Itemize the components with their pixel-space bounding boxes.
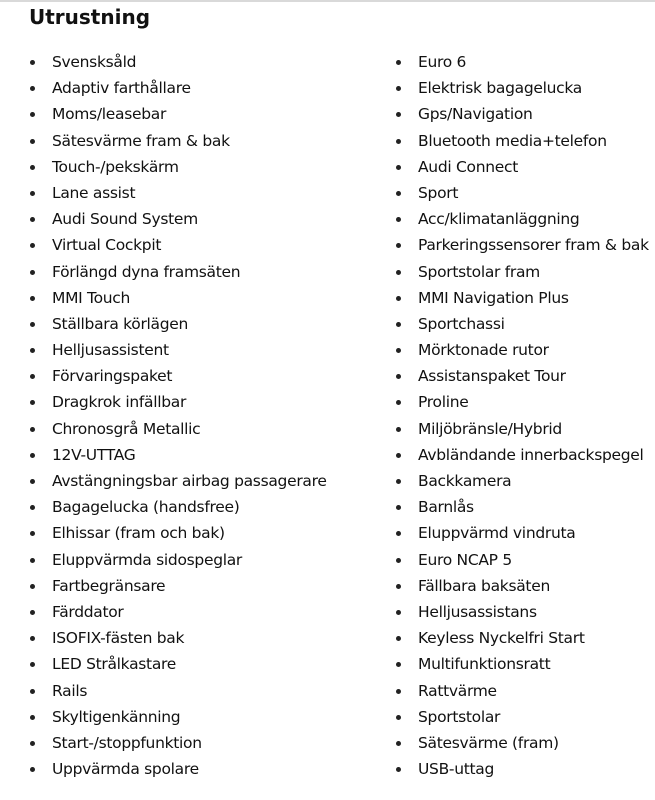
equipment-item (29, 547, 359, 573)
equipment-item (395, 573, 655, 599)
equipment-item (29, 337, 359, 363)
equipment-item-label: Sport (418, 183, 459, 202)
bullet-icon (396, 584, 401, 589)
bullet-icon (396, 558, 401, 563)
bullet-icon (30, 348, 35, 353)
equipment-item (395, 651, 655, 677)
top-divider (0, 0, 655, 2)
bullet-icon (30, 243, 35, 248)
equipment-item (395, 520, 655, 546)
equipment-item (29, 651, 359, 677)
equipment-item-label: Eluppvärmd vindruta (418, 524, 576, 543)
equipment-item-label: 12V-UTTAG (52, 445, 136, 464)
bullet-icon (396, 505, 401, 510)
equipment-item-label: Bluetooth media+telefon (418, 131, 607, 150)
equipment-item-label: Sätesvärme fram & bak (52, 131, 230, 150)
equipment-item (29, 311, 359, 337)
bullet-icon (30, 400, 35, 405)
bullet-icon (396, 610, 401, 615)
bullet-icon (30, 558, 35, 563)
equipment-item-label: Chronosgrå Metallic (52, 419, 201, 438)
equipment-item-label: LED Strålkastare (52, 655, 177, 674)
bullet-icon (30, 427, 35, 432)
equipment-item (395, 416, 655, 442)
equipment-item-label: Keyless Nyckelfri Start (418, 629, 585, 648)
bullet-icon (396, 374, 401, 379)
equipment-item (395, 730, 655, 756)
equipment-item-label: Dragkrok infällbar (52, 393, 187, 412)
bullet-icon (396, 112, 401, 117)
equipment-item (29, 180, 359, 206)
bullet-icon (30, 741, 35, 746)
bullet-icon (30, 505, 35, 510)
bullet-icon (396, 217, 401, 222)
equipment-item (395, 625, 655, 651)
equipment-item-label: Fartbegränsare (52, 576, 166, 595)
bullet-icon (30, 636, 35, 641)
bullet-icon (396, 348, 401, 353)
bullet-icon (30, 86, 35, 91)
equipment-item (29, 75, 359, 101)
bullet-icon (30, 610, 35, 615)
bullet-icon (396, 531, 401, 536)
equipment-item-label: Bagagelucka (handsfree) (52, 498, 240, 517)
bullet-icon (396, 636, 401, 641)
equipment-item-label: Acc/klimatanläggning (418, 210, 580, 229)
equipment-item-label: Elektrisk bagagelucka (418, 79, 582, 98)
equipment-item-label: Mörktonade rutor (418, 341, 549, 360)
equipment-item (395, 547, 655, 573)
equipment-item (395, 494, 655, 520)
bullet-icon (396, 479, 401, 484)
bullet-icon (30, 767, 35, 772)
bullet-icon (396, 427, 401, 432)
equipment-item (29, 363, 359, 389)
equipment-item (395, 232, 655, 258)
equipment-item (395, 756, 655, 782)
equipment-item (395, 678, 655, 704)
equipment-item (395, 206, 655, 232)
equipment-item-label: Miljöbränsle/Hybrid (418, 419, 562, 438)
section-title: Utrustning (29, 5, 151, 29)
equipment-item (29, 468, 359, 494)
equipment-item-label: Elhissar (fram och bak) (52, 524, 225, 543)
equipment-item (29, 101, 359, 127)
equipment-item (29, 285, 359, 311)
bullet-icon (30, 322, 35, 327)
bullet-icon (396, 662, 401, 667)
equipment-item (29, 49, 359, 75)
equipment-item-label: Sportchassi (418, 314, 505, 333)
equipment-item-label: Skyltigenkänning (52, 707, 181, 726)
equipment-item (29, 756, 359, 782)
bullet-icon (30, 112, 35, 117)
bullet-icon (30, 217, 35, 222)
equipment-item-label: Förlängd dyna framsäten (52, 262, 241, 281)
bullet-icon (396, 270, 401, 275)
equipment-item (395, 49, 655, 75)
equipment-item-label: Moms/leasebar (52, 105, 167, 124)
bullet-icon (396, 453, 401, 458)
equipment-item (29, 678, 359, 704)
equipment-item-label: Helljusassistans (418, 602, 537, 621)
equipment-item-label: Eluppvärmda sidospeglar (52, 550, 243, 569)
bullet-icon (30, 165, 35, 170)
equipment-item-label: Färddator (52, 602, 124, 621)
equipment-item-label: Sportstolar (418, 707, 501, 726)
bullet-icon (396, 322, 401, 327)
equipment-item (29, 154, 359, 180)
bullet-icon (30, 296, 35, 301)
equipment-item (395, 311, 655, 337)
equipment-item-label: Ställbara körlägen (52, 314, 189, 333)
equipment-item (29, 573, 359, 599)
bullet-icon (30, 715, 35, 720)
equipment-item (395, 259, 655, 285)
equipment-item-label: Fällbara baksäten (418, 576, 550, 595)
equipment-item-label: Lane assist (52, 183, 136, 202)
bullet-icon (30, 689, 35, 694)
equipment-item (395, 128, 655, 154)
bullet-icon (30, 584, 35, 589)
bullet-icon (30, 60, 35, 65)
equipment-item (395, 337, 655, 363)
bullet-icon (396, 86, 401, 91)
bullet-icon (30, 479, 35, 484)
equipment-item-label: Touch-/pekskärm (52, 157, 179, 176)
equipment-item-label: MMI Touch (52, 288, 131, 307)
equipment-item (29, 704, 359, 730)
equipment-item-label: Avbländande innerbackspegel (418, 445, 644, 464)
equipment-item-label: MMI Navigation Plus (418, 288, 569, 307)
equipment-item-label: Parkeringssensorer fram & bak (418, 236, 649, 255)
equipment-item-label: Barnlås (418, 498, 474, 517)
equipment-item (29, 494, 359, 520)
equipment-item-label: Audi Connect (418, 157, 518, 176)
bullet-icon (396, 767, 401, 772)
equipment-item (29, 206, 359, 232)
bullet-icon (396, 715, 401, 720)
bullet-icon (396, 689, 401, 694)
bullet-icon (30, 531, 35, 536)
bullet-icon (30, 374, 35, 379)
equipment-item-label: Euro NCAP 5 (418, 550, 512, 569)
bullet-icon (396, 243, 401, 248)
equipment-item-label: Adaptiv farthållare (52, 79, 191, 98)
equipment-item-label: Förvaringspaket (52, 367, 173, 386)
equipment-item-label: Rattvärme (418, 681, 497, 700)
equipment-item-label: Backkamera (418, 472, 512, 490)
equipment-item-label: Euro 6 (418, 53, 467, 71)
bullet-icon (396, 400, 401, 405)
equipment-item (395, 363, 655, 389)
bullet-icon (396, 191, 401, 196)
equipment-item-label: Sätesvärme (fram) (418, 733, 559, 752)
equipment-item-label: Avstängningsbar airbag passagerare (52, 472, 327, 490)
equipment-item-label: Rails (52, 681, 88, 700)
equipment-item (395, 75, 655, 101)
equipment-item-label: Assistanspaket Tour (418, 367, 566, 386)
equipment-item-label: Gps/Navigation (418, 105, 533, 124)
equipment-item (29, 416, 359, 442)
bullet-icon (30, 139, 35, 144)
equipment-item-label: Start-/stoppfunktion (52, 733, 202, 752)
equipment-item-label: ISOFIX-fästen bak (52, 629, 185, 648)
equipment-item-label: USB-uttag (418, 760, 495, 779)
equipment-item (29, 520, 359, 546)
bullet-icon (30, 270, 35, 275)
equipment-item-label: Virtual Cockpit (52, 236, 162, 255)
bullet-icon (30, 662, 35, 667)
equipment-item-label: Sportstolar fram (418, 262, 540, 281)
bullet-icon (30, 191, 35, 196)
bullet-icon (30, 453, 35, 458)
equipment-item-label: Uppvärmda spolare (52, 760, 199, 779)
bullet-icon (396, 296, 401, 301)
equipment-item (395, 599, 655, 625)
equipment-item (29, 625, 359, 651)
equipment-item-label: Multifunktionsratt (418, 655, 551, 674)
equipment-item (29, 259, 359, 285)
equipment-item-label: Svensksåld (52, 53, 137, 71)
equipment-item (29, 599, 359, 625)
bullet-icon (396, 60, 401, 65)
equipment-item (29, 128, 359, 154)
equipment-list-left (29, 49, 359, 782)
bullet-icon (396, 741, 401, 746)
equipment-item (29, 442, 359, 468)
equipment-item (395, 180, 655, 206)
equipment-item (395, 154, 655, 180)
equipment-item (29, 232, 359, 258)
bullet-icon (396, 139, 401, 144)
equipment-item (395, 389, 655, 415)
equipment-item (395, 101, 655, 127)
equipment-item (395, 285, 655, 311)
equipment-item-label: Helljusassistent (52, 341, 169, 360)
equipment-item (29, 730, 359, 756)
equipment-item (395, 704, 655, 730)
equipment-item-label: Proline (418, 393, 469, 412)
equipment-item (395, 468, 655, 494)
bullet-icon (396, 165, 401, 170)
equipment-item-label: Audi Sound System (52, 210, 198, 229)
equipment-item (29, 389, 359, 415)
equipment-item (395, 442, 655, 468)
equipment-list-right (395, 49, 655, 782)
